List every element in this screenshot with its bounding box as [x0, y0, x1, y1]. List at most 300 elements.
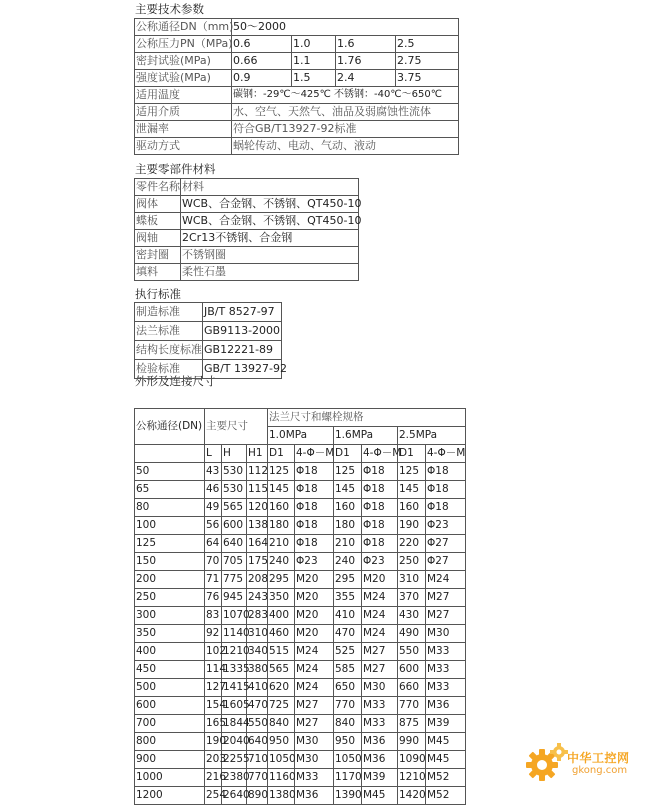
dim-cell: Φ23: [362, 553, 398, 571]
dim-cell: 210: [334, 535, 362, 553]
cell: 碳钢：-29℃～425℃ 不锈钢：-40℃～650℃: [232, 87, 459, 104]
dn-value: 300: [135, 607, 205, 625]
table-row: [135, 661, 466, 679]
dim-cell: M30: [295, 751, 334, 769]
dim-cell: 380: [247, 661, 268, 679]
dim-cell: M20: [295, 625, 334, 643]
cell: 2.5: [396, 36, 459, 53]
dim-cell: 945: [222, 589, 247, 607]
table-row: [135, 196, 359, 213]
dim-cell: Φ27: [426, 535, 466, 553]
dim-cell: 125: [398, 463, 426, 481]
table-row: [135, 322, 282, 341]
dim-cell: M24: [295, 679, 334, 697]
dn-value: 250: [135, 589, 205, 607]
dim-cell: Φ18: [362, 517, 398, 535]
dim-cell: 71: [205, 571, 222, 589]
part-name: 填料: [135, 264, 181, 281]
dim-cell: 208: [247, 571, 268, 589]
dim-cell: Φ18: [295, 463, 334, 481]
dim-cell: 490: [398, 625, 426, 643]
table-row: [135, 463, 466, 481]
dim-cell: M33: [426, 643, 466, 661]
dim-cell: 990: [398, 733, 426, 751]
pressure-header: 2.5MPa: [398, 427, 466, 445]
column-header: H: [222, 445, 247, 463]
dn-header: 公称通径(DN): [135, 409, 205, 445]
dim-cell: M30: [295, 733, 334, 751]
dim-cell: 180: [334, 517, 362, 535]
part-name: 阀体: [135, 196, 181, 213]
cell: 0.66: [232, 53, 292, 70]
table-row: [135, 264, 359, 281]
dim-cell: 160: [398, 499, 426, 517]
table-row: [135, 517, 466, 535]
dim-cell: 460: [268, 625, 295, 643]
table-row: [135, 751, 466, 769]
dim-cell: M33: [295, 769, 334, 787]
dim-cell: 585: [334, 661, 362, 679]
dim-cell: Φ18: [362, 463, 398, 481]
dim-cell: 1210: [222, 643, 247, 661]
standard-code: GB12221-89: [203, 341, 282, 360]
dim-cell: M52: [426, 769, 466, 787]
dim-cell: 203: [205, 751, 222, 769]
table-row: [135, 697, 466, 715]
part-name: 阀轴: [135, 230, 181, 247]
watermark-name: 中华工控网: [567, 751, 630, 765]
dim-cell: 770: [398, 697, 426, 715]
dim-cell: 83: [205, 607, 222, 625]
dim-cell: M27: [426, 607, 466, 625]
cell: 1.1: [292, 53, 336, 70]
dim-cell: M20: [362, 571, 398, 589]
dim-cell: 1090: [398, 751, 426, 769]
column-header: 4-Φ－M: [426, 445, 466, 463]
cell: 1.76: [336, 53, 396, 70]
dim-cell: Φ18: [295, 499, 334, 517]
dim-cell: 1380: [268, 787, 295, 805]
dim-cell: Φ23: [295, 553, 334, 571]
column-header: 零件名称: [135, 179, 181, 196]
dim-cell: 120: [247, 499, 268, 517]
dim-cell: 46: [205, 481, 222, 499]
dim-cell: 410: [334, 607, 362, 625]
cell: 2.75: [396, 53, 459, 70]
column-header: 4-Φ－M: [362, 445, 398, 463]
dim-cell: M36: [295, 787, 334, 805]
dim-cell: 145: [334, 481, 362, 499]
table-row: [135, 179, 359, 196]
watermark-url: gkong.com: [572, 765, 628, 776]
dim-cell: 340: [247, 643, 268, 661]
dim-cell: 660: [398, 679, 426, 697]
dim-cell: M27: [295, 697, 334, 715]
dim-cell: 1415: [222, 679, 247, 697]
standard-code: GB9113-2000: [203, 322, 282, 341]
dim-cell: 370: [398, 589, 426, 607]
dn-value: 1000: [135, 769, 205, 787]
column-header: H1: [247, 445, 268, 463]
row-label: 公称通径DN（mm): [135, 19, 232, 36]
dn-value: 600: [135, 697, 205, 715]
dn-value: 150: [135, 553, 205, 571]
table-row: [135, 733, 466, 751]
cell: 0.9: [232, 70, 292, 87]
dim-cell: 43: [205, 463, 222, 481]
dim-cell: M33: [426, 661, 466, 679]
dim-cell: 112: [247, 463, 268, 481]
part-material: WCB、合金钢、不锈钢、QT450-10: [181, 196, 359, 213]
dim-cell: Φ27: [426, 553, 466, 571]
table-row: [135, 247, 359, 264]
dim-cell: 600: [222, 517, 247, 535]
dim-cell: 216: [205, 769, 222, 787]
table-row: [135, 36, 459, 53]
column-header: D1: [398, 445, 426, 463]
section-title-tech: 主要技术参数: [135, 2, 204, 16]
dim-cell: Φ18: [295, 517, 334, 535]
dim-cell: M24: [295, 661, 334, 679]
dn-value: 400: [135, 643, 205, 661]
dim-cell: M33: [426, 679, 466, 697]
row-label: 驱动方式: [135, 138, 232, 155]
dim-cell: M24: [362, 625, 398, 643]
dim-cell: M45: [426, 733, 466, 751]
dim-cell: 2640: [222, 787, 247, 805]
dim-cell: M33: [362, 715, 398, 733]
table-row: [135, 303, 282, 322]
dim-cell: 145: [268, 481, 295, 499]
dim-cell: M45: [426, 751, 466, 769]
dim-cell: 565: [268, 661, 295, 679]
dn-value: 700: [135, 715, 205, 733]
dn-value: 450: [135, 661, 205, 679]
dim-cell: 160: [334, 499, 362, 517]
table-row: [135, 571, 466, 589]
dim-cell: 154: [205, 697, 222, 715]
dim-cell: M24: [295, 643, 334, 661]
dim-cell: 525: [334, 643, 362, 661]
dim-cell: 775: [222, 571, 247, 589]
dim-cell: 115: [247, 481, 268, 499]
table-row: [135, 138, 459, 155]
dim-cell: 310: [398, 571, 426, 589]
dim-cell: 890: [247, 787, 268, 805]
dim-cell: 49: [205, 499, 222, 517]
dim-cell: 220: [398, 535, 426, 553]
column-header: 4-Φ－M: [295, 445, 334, 463]
dim-cell: 350: [268, 589, 295, 607]
gear-icon: [526, 743, 568, 781]
dim-cell: 530: [222, 481, 247, 499]
dim-cell: 210: [268, 535, 295, 553]
dim-cell: M20: [295, 607, 334, 625]
part-name: 密封圈: [135, 247, 181, 264]
standard-type: 法兰标准: [135, 322, 203, 341]
cell: 50～2000: [232, 19, 459, 36]
dim-cell: M27: [362, 643, 398, 661]
section-title-dims: 外形及连接尺寸: [135, 374, 216, 388]
dim-cell: M20: [295, 589, 334, 607]
dim-cell: 355: [334, 589, 362, 607]
dim-cell: 1210: [398, 769, 426, 787]
dim-cell: Φ18: [426, 463, 466, 481]
row-label: 泄漏率: [135, 121, 232, 138]
standard-code: GB/T 13927-92: [203, 360, 282, 379]
column-header: D1: [334, 445, 362, 463]
table-row: [135, 715, 466, 733]
dim-cell: 295: [268, 571, 295, 589]
main-dims-header: 主要尺寸: [205, 409, 268, 445]
dim-cell: M24: [362, 607, 398, 625]
dn-value: 80: [135, 499, 205, 517]
dim-cell: 1140: [222, 625, 247, 643]
table-row: [135, 341, 282, 360]
dim-cell: 114: [205, 661, 222, 679]
table-row: [135, 679, 466, 697]
table-row: [135, 625, 466, 643]
dn-value: 125: [135, 535, 205, 553]
table-row: [135, 230, 359, 247]
dim-cell: 725: [268, 697, 295, 715]
standards-table: [134, 302, 287, 379]
dim-cell: Φ23: [426, 517, 466, 535]
dimensions-table: [134, 408, 466, 805]
dim-cell: 190: [205, 733, 222, 751]
standard-type: 检验标准: [135, 360, 203, 379]
dim-cell: 640: [247, 733, 268, 751]
flange-header: 法兰尺寸和螺栓规格: [268, 409, 466, 427]
table-row: [135, 535, 466, 553]
table-row: [135, 70, 459, 87]
dim-cell: 310: [247, 625, 268, 643]
cell: 2.4: [336, 70, 396, 87]
dim-cell: 180: [268, 517, 295, 535]
cell: 水、空气、天然气、油品及弱腐蚀性流体: [232, 104, 459, 121]
dim-cell: M27: [426, 589, 466, 607]
cell: 符合GB/T13927-92标准: [232, 121, 459, 138]
standard-type: 制造标准: [135, 303, 203, 322]
dim-cell: 550: [398, 643, 426, 661]
empty-cell: [135, 445, 205, 463]
dim-cell: M24: [426, 571, 466, 589]
dim-cell: 1160: [268, 769, 295, 787]
dim-cell: 840: [268, 715, 295, 733]
table-row: [135, 213, 359, 230]
dim-cell: 1605: [222, 697, 247, 715]
dn-value: 800: [135, 733, 205, 751]
cell: 1.5: [292, 70, 336, 87]
table-row: [135, 643, 466, 661]
dim-cell: 160: [268, 499, 295, 517]
dim-cell: 1844: [222, 715, 247, 733]
dim-cell: 175: [247, 553, 268, 571]
dim-cell: 250: [398, 553, 426, 571]
section-title-parts: 主要零部件材料: [135, 162, 216, 176]
dim-cell: 565: [222, 499, 247, 517]
part-material: 不锈钢圈: [181, 247, 359, 264]
dn-value: 350: [135, 625, 205, 643]
dim-cell: 840: [334, 715, 362, 733]
cell: 1.6: [336, 36, 396, 53]
dim-cell: 190: [398, 517, 426, 535]
table-row: [135, 409, 466, 427]
dn-value: 500: [135, 679, 205, 697]
dim-cell: 650: [334, 679, 362, 697]
dim-cell: M39: [426, 715, 466, 733]
dim-cell: 240: [334, 553, 362, 571]
dim-cell: 710: [247, 751, 268, 769]
dim-cell: 125: [334, 463, 362, 481]
dim-cell: 1390: [334, 787, 362, 805]
dim-cell: 254: [205, 787, 222, 805]
dn-value: 65: [135, 481, 205, 499]
dim-cell: 295: [334, 571, 362, 589]
standard-code: JB/T 8527-97: [203, 303, 282, 322]
table-row: [135, 769, 466, 787]
dim-cell: M27: [362, 661, 398, 679]
dim-cell: 76: [205, 589, 222, 607]
tech-params-table: [134, 18, 459, 155]
dim-cell: M36: [426, 697, 466, 715]
dim-cell: 165: [205, 715, 222, 733]
pressure-header: 1.6MPa: [334, 427, 398, 445]
dim-cell: M20: [295, 571, 334, 589]
dim-cell: 2380: [222, 769, 247, 787]
section-title-standards: 执行标准: [135, 287, 181, 301]
dim-cell: 600: [398, 661, 426, 679]
dim-cell: 2040: [222, 733, 247, 751]
dn-value: 200: [135, 571, 205, 589]
dim-cell: M30: [426, 625, 466, 643]
part-name: 蝶板: [135, 213, 181, 230]
row-label: 密封试验(MPa): [135, 53, 232, 70]
dim-cell: M24: [362, 589, 398, 607]
row-label: 适用介质: [135, 104, 232, 121]
dim-cell: 102: [205, 643, 222, 661]
dim-cell: 1335: [222, 661, 247, 679]
dim-cell: 240: [268, 553, 295, 571]
dim-cell: M52: [426, 787, 466, 805]
table-row: [135, 121, 459, 138]
dim-cell: 125: [268, 463, 295, 481]
dim-cell: 138: [247, 517, 268, 535]
dim-cell: M39: [362, 769, 398, 787]
dim-cell: Φ18: [362, 481, 398, 499]
dim-cell: 705: [222, 553, 247, 571]
dim-cell: 410: [247, 679, 268, 697]
dim-cell: 92: [205, 625, 222, 643]
dim-cell: 243: [247, 589, 268, 607]
part-material: 2Cr13不锈钢、合金钢: [181, 230, 359, 247]
dim-cell: 2255: [222, 751, 247, 769]
table-row: [135, 104, 459, 121]
dn-value: 100: [135, 517, 205, 535]
row-label: 适用温度: [135, 87, 232, 104]
table-row: [135, 787, 466, 805]
table-row: [135, 589, 466, 607]
dim-cell: 70: [205, 553, 222, 571]
dim-cell: M36: [362, 733, 398, 751]
dim-cell: 1070: [222, 607, 247, 625]
dim-cell: 400: [268, 607, 295, 625]
dim-cell: 164: [247, 535, 268, 553]
table-row: [135, 360, 282, 379]
dim-cell: 550: [247, 715, 268, 733]
cell: 蜗轮传动、电动、气动、液动: [232, 138, 459, 155]
dim-cell: 515: [268, 643, 295, 661]
dim-cell: 283: [247, 607, 268, 625]
row-label: 公称压力PN（MPa): [135, 36, 232, 53]
dim-cell: Φ18: [295, 481, 334, 499]
table-row: [135, 53, 459, 70]
dim-cell: 950: [268, 733, 295, 751]
dim-cell: 1050: [334, 751, 362, 769]
parts-materials-table: [134, 178, 362, 281]
column-header: L: [205, 445, 222, 463]
dim-cell: 770: [334, 697, 362, 715]
dim-cell: 127: [205, 679, 222, 697]
table-row: [135, 481, 466, 499]
dim-cell: M36: [362, 751, 398, 769]
dim-cell: 640: [222, 535, 247, 553]
dim-cell: 1050: [268, 751, 295, 769]
dim-cell: 470: [334, 625, 362, 643]
dim-cell: 770: [247, 769, 268, 787]
dim-cell: 950: [334, 733, 362, 751]
dim-cell: M27: [295, 715, 334, 733]
dim-cell: 56: [205, 517, 222, 535]
cell: 1.0: [292, 36, 336, 53]
dim-cell: Φ18: [362, 535, 398, 553]
column-header: D1: [268, 445, 295, 463]
dim-cell: 430: [398, 607, 426, 625]
standard-type: 结构长度标准: [135, 341, 203, 360]
dim-cell: 145: [398, 481, 426, 499]
dim-cell: Φ18: [362, 499, 398, 517]
cell: 3.75: [396, 70, 459, 87]
dim-cell: M30: [362, 679, 398, 697]
dim-cell: 620: [268, 679, 295, 697]
dim-cell: 64: [205, 535, 222, 553]
table-row: [135, 87, 459, 104]
dim-cell: 875: [398, 715, 426, 733]
dim-cell: 530: [222, 463, 247, 481]
dim-cell: 1170: [334, 769, 362, 787]
table-row: [135, 607, 466, 625]
table-row: [135, 445, 466, 463]
part-material: 柔性石墨: [181, 264, 359, 281]
table-row: [135, 499, 466, 517]
dim-cell: 470: [247, 697, 268, 715]
pressure-header: 1.0MPa: [268, 427, 334, 445]
table-row: [135, 19, 459, 36]
table-row: [135, 553, 466, 571]
part-material: WCB、合金钢、不锈钢、QT450-10: [181, 213, 359, 230]
dn-value: 1200: [135, 787, 205, 805]
column-header: 材料: [181, 179, 359, 196]
dim-cell: M45: [362, 787, 398, 805]
dim-cell: Φ18: [295, 535, 334, 553]
dn-value: 900: [135, 751, 205, 769]
cell: 0.6: [232, 36, 292, 53]
dim-cell: Φ18: [426, 481, 466, 499]
dimensions-body: [135, 463, 466, 805]
dim-cell: Φ18: [426, 499, 466, 517]
dim-cell: M33: [362, 697, 398, 715]
row-label: 强度试验(MPa): [135, 70, 232, 87]
